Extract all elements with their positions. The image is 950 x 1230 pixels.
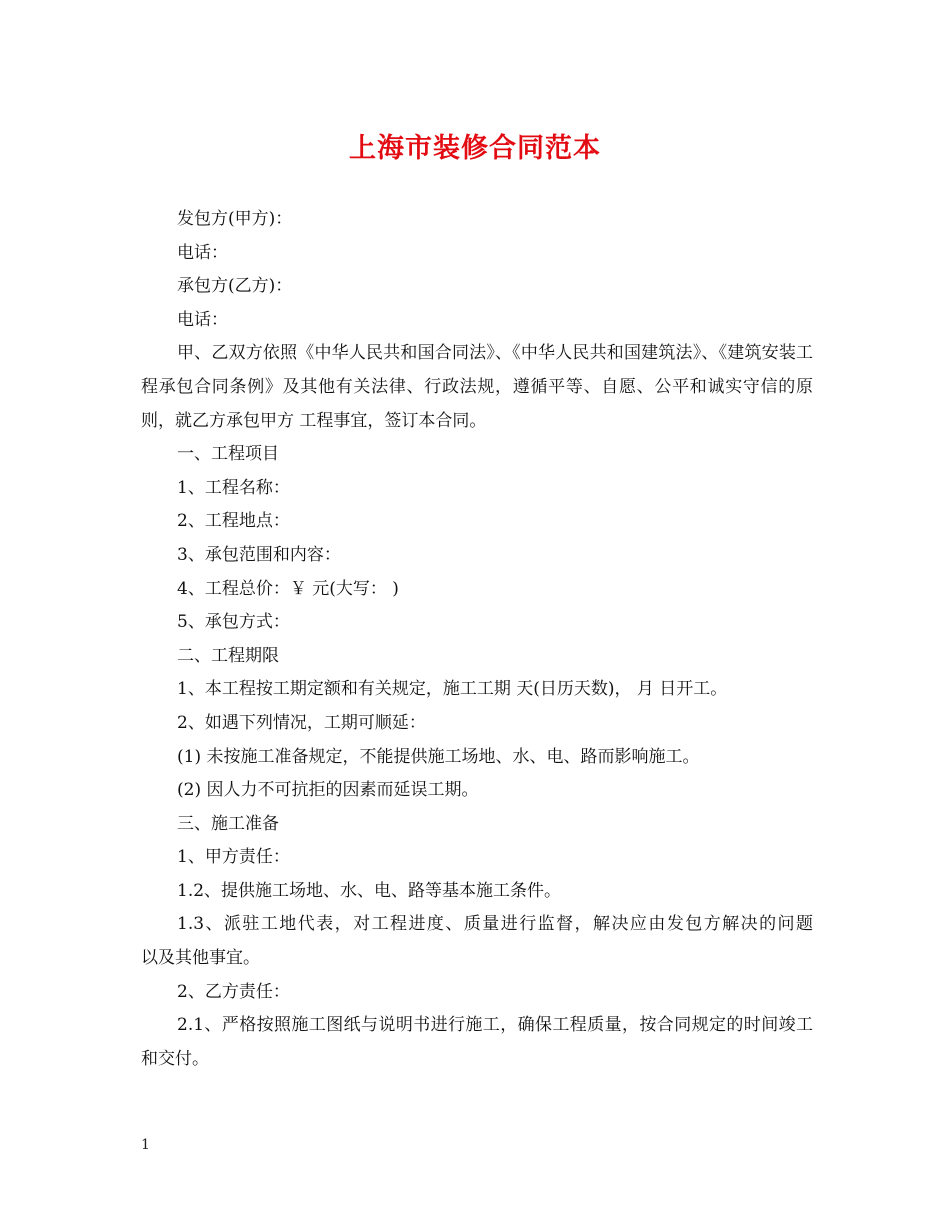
paragraph-duty-1-2: 1.2、提供施工场地、水、电、路等基本施工条件。 <box>177 880 562 901</box>
paragraph-project-scope: 3、承包范围和内容： <box>177 544 341 565</box>
document-body <box>141 203 881 1076</box>
paragraph-contractor: 承包方(乙方)： <box>177 276 293 297</box>
section-heading-preparation: 三、施工准备 <box>177 813 279 834</box>
paragraph-employer-phone: 电话： <box>177 242 228 263</box>
paragraph-extension-case-2: (2) 因人力不可抗拒的因素而延误工期。 <box>177 780 479 801</box>
paragraph-party-b-duty: 2、乙方责任： <box>177 981 290 1002</box>
paragraph-duty-2-1: 2.1、严格按照施工图纸与说明书进行施工，确保工程质量，按合同规定的时间竣工和交付。 <box>141 1015 813 1069</box>
paragraph-duty-1-3: 1.3、派驻工地代表，对工程进度、质量进行监督，解决应由发包方解决的问题 以及其他事宜。 <box>141 914 881 969</box>
section-heading-duration: 二、工程期限 <box>177 645 279 666</box>
paragraph-duration-rule: 1、本工程按工期定额和有关规定，施工工期 天(日历天数)， 月 日开工。 <box>177 679 728 700</box>
paragraph-extension-case-1: (1) 未按施工准备规定，不能提供施工场地、水、电、路而影响施工。 <box>177 746 700 767</box>
paragraph-project-location: 2、工程地点： <box>177 511 290 532</box>
paragraph-employer: 发包方(甲方)： <box>177 209 293 229</box>
paragraph-contract-method: 5、承包方式： <box>177 612 290 633</box>
page-number: 1 <box>141 1137 150 1153</box>
paragraph-project-total: 4、工程总价：￥ 元(大写： ) <box>177 578 399 599</box>
section-heading-project: 一、工程项目 <box>177 444 279 465</box>
paragraph-party-a-duty: 1、甲方责任： <box>177 847 290 868</box>
paragraph-contractor-phone: 电话： <box>177 309 228 330</box>
paragraph-project-name: 1、工程名称： <box>177 477 290 498</box>
paragraph-preamble: 甲、乙双方依照《中华人民共和国合同法》、《中华人民共和国建筑法》、《建筑安装工程承包合同条例》及其他有关法律、行政法规，遵循平等、自愿、公平和诚实守信的原则，就乙方承包甲方 工程事宜，签订本合同。 <box>141 343 813 431</box>
paragraph-duration-extension: 2、如遇下列情况，工期可顺延： <box>177 712 426 733</box>
document-title: 上海市装修合同范本 <box>349 133 601 164</box>
